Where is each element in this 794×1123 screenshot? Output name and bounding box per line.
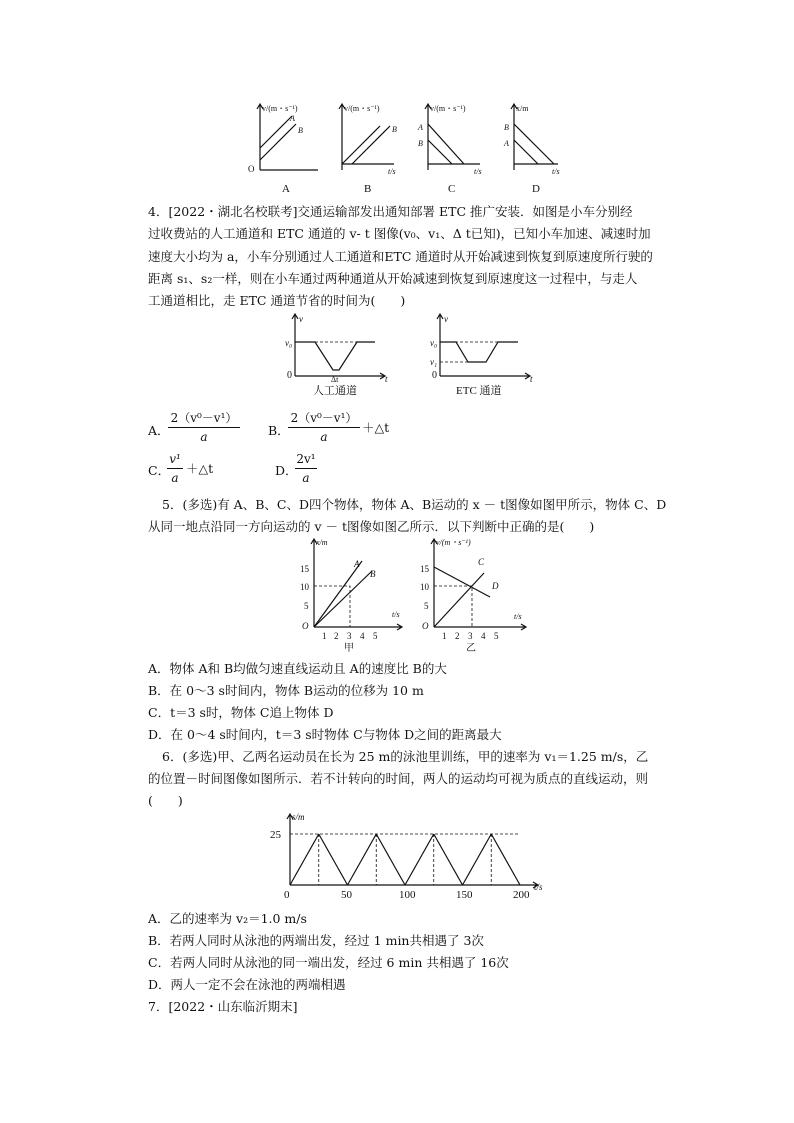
svg-text:4: 4 [481, 631, 486, 641]
q6-x-tick-200: 200 [513, 889, 530, 901]
q4-option-b-tail: ＋△t [362, 420, 390, 435]
q7-text-line-1: 7．[2022・山东临沂期末] [148, 999, 298, 1014]
svg-text:B: B [298, 126, 303, 135]
q4-option-d-den: a [302, 471, 310, 485]
q6-series-segment [463, 834, 492, 885]
svg-text:v₀: v₀ [430, 338, 438, 348]
q6-option-a[interactable]: A．乙的速率为 v₂＝1.0 m/s [148, 911, 307, 926]
svg-text:15: 15 [420, 564, 429, 574]
svg-text:3: 3 [347, 631, 352, 641]
svg-text:1: 1 [442, 631, 447, 641]
svg-text:B: B [418, 139, 423, 148]
svg-text:t: t [530, 374, 533, 384]
q4-option-b-num: 2（v⁰－v¹） [290, 411, 358, 425]
svg-text:D: D [532, 183, 540, 195]
svg-text:A: A [290, 114, 295, 123]
svg-text:v/(m・s⁻¹): v/(m・s⁻¹) [436, 538, 471, 547]
q3-graph-a [246, 100, 326, 195]
svg-text:甲: 甲 [344, 643, 354, 654]
q4-text-line-5: 工通道相比，走 ETC 通道节省的时间为( ) [148, 293, 406, 308]
svg-text:5: 5 [373, 631, 378, 641]
svg-text:5: 5 [304, 601, 309, 611]
q4-text-line-2: 过收费站的人工通道和 ETC 通道的 v- t 图像(v₀、v₁、Δ t已知)，已知小车加速、减速时加 [148, 226, 651, 241]
svg-text:1: 1 [322, 631, 327, 641]
svg-text:B: B [392, 125, 397, 134]
svg-text:3: 3 [468, 631, 473, 641]
svg-text:t/s: t/s [474, 167, 482, 176]
svg-text:15: 15 [300, 564, 309, 574]
svg-text:D: D [492, 581, 499, 591]
q4-text-line-1: 4．[2022・湖北名校联考]交通运输部发出通知部署 ETC 推广安装．如图是小车分别经 [148, 204, 633, 219]
q4-graph-manual-lane [285, 312, 395, 402]
q4-option-a-num: 2（v⁰－v¹） [170, 411, 238, 425]
q5-option-d[interactable]: D．在 0～4 s时间内，t＝3 s时物体 C与物体 D之间的距离最大 [148, 727, 502, 742]
svg-text:A: A [282, 183, 290, 195]
svg-text:t: t [385, 374, 388, 384]
svg-text:B: B [364, 183, 372, 195]
q4-text-line-4: 距离 s₁、s₂一样，则在小车通过两种通道从开始减速到恢复到原速度这一过程中，与走人 [148, 271, 638, 286]
svg-text:2: 2 [334, 631, 339, 641]
q5-option-c[interactable]: C．t＝3 s时，物体 C追上物体 D [148, 705, 334, 720]
svg-text:t/s: t/s [514, 612, 522, 621]
svg-text:5: 5 [424, 601, 429, 611]
q4-option-c-num: v¹ [169, 452, 181, 466]
q4-option-a-label[interactable]: A． [148, 423, 170, 438]
svg-text:4: 4 [360, 631, 365, 641]
q6-series-segment [319, 834, 348, 885]
q6-series-segment [491, 834, 520, 885]
svg-text:v₁: v₁ [430, 357, 438, 367]
q5-option-a[interactable]: A．物体 A和 B均做匀速直线运动且 A的速度比 B的大 [148, 661, 447, 676]
q4-option-d-num: 2v¹ [296, 452, 316, 466]
q6-position-time-chart [268, 810, 558, 900]
svg-text:x/m: x/m [516, 104, 529, 113]
q4-graph-etc-lane [430, 312, 540, 402]
svg-text:5: 5 [494, 631, 499, 641]
q5-graph-yi [420, 535, 540, 655]
svg-text:B: B [370, 569, 376, 579]
svg-text:v/(m・s⁻¹): v/(m・s⁻¹) [430, 104, 466, 113]
q6-x-tick-50: 50 [341, 889, 352, 901]
q3-graph-c [414, 100, 494, 195]
q4-option-d-bar [295, 468, 317, 469]
svg-text:ETC 通道: ETC 通道 [456, 385, 502, 397]
q6-text-line-2: 的位置－时间图像如图所示．若不计转向的时间，两人的运动均可视为质点的直线运动，则 [148, 771, 649, 786]
svg-text:C: C [478, 557, 485, 567]
svg-text:t/s: t/s [552, 167, 560, 176]
q4-option-a-bar [168, 427, 240, 428]
svg-text:t/s: t/s [388, 167, 396, 176]
q6-series-segment [405, 834, 434, 885]
q4-option-b-bar [288, 427, 360, 428]
q6-series-segment [434, 834, 463, 885]
q6-text-line-1: 6．(多选)甲、乙两名运动员在长为 25 m的泳池里训练，甲的速率为 v₁＝1.25 m/s，乙 [162, 749, 649, 764]
svg-text:0: 0 [287, 370, 292, 381]
svg-text:v: v [444, 314, 448, 324]
q5-text-line-1: 5．(多选)有 A、B、C、D四个物体，物体 A、B运动的 x － t图像如图甲所示，物体 C、D [162, 497, 667, 512]
q6-x-tick-100: 100 [399, 889, 416, 901]
svg-text:B: B [504, 123, 509, 132]
svg-text:C: C [448, 183, 456, 195]
q3-graph-b [328, 100, 408, 195]
q3-graph-d [500, 100, 580, 195]
q4-text-line-3: 速度大小均为 a，小车分别通过人工通道和ETC 通道时从开始减速到恢复到原速度所行驶的 [148, 249, 653, 264]
q6-x-axis-label: t/s [534, 882, 543, 892]
q4-option-d-label[interactable]: D． [275, 463, 298, 478]
svg-text:O: O [302, 621, 309, 631]
q6-option-b[interactable]: B．若两人同时从泳池的两端出发，经过 1 min共相遇了 3次 [148, 933, 484, 948]
svg-text:v/(m・s⁻¹): v/(m・s⁻¹) [344, 104, 380, 113]
q4-option-b-label[interactable]: B． [268, 423, 290, 438]
q6-y-axis [287, 814, 293, 885]
q5-text-line-2: 从同一地点沿同一方向运动的 v － t图像如图乙所示．以下判断中正确的是( ) [148, 519, 595, 534]
svg-text:v₀: v₀ [285, 338, 293, 348]
svg-text:人工通道: 人工通道 [313, 385, 357, 397]
svg-text:A: A [504, 139, 509, 148]
q6-option-d[interactable]: D．两人一定不会在泳池的两端相遇 [148, 977, 346, 992]
svg-text:t/s: t/s [392, 610, 400, 619]
q4-option-b-den: a [320, 430, 328, 444]
q6-y-axis-label: s/m [292, 812, 305, 822]
q6-option-c[interactable]: C．若两人同时从泳池的同一端出发，经过 6 min 共相遇了 16次 [148, 955, 509, 970]
q5-option-b[interactable]: B．在 0～3 s时间内，物体 B运动的位移为 10 m [148, 683, 424, 698]
q4-option-c-bar [167, 468, 183, 469]
q6-origin: 0 [284, 889, 290, 901]
svg-text:O: O [248, 164, 255, 174]
svg-text:v: v [299, 314, 303, 324]
svg-text:O: O [422, 621, 429, 631]
svg-text:10: 10 [420, 582, 429, 592]
q4-option-a-den: a [200, 430, 208, 444]
q6-series-segment [290, 834, 319, 885]
q6-x-tick-150: 150 [456, 889, 473, 901]
svg-text:Δt: Δt [331, 375, 339, 384]
svg-text:乙: 乙 [466, 643, 476, 654]
svg-text:2: 2 [455, 631, 460, 641]
svg-text:0: 0 [432, 370, 437, 381]
q6-x-axis [290, 882, 538, 888]
svg-text:A: A [354, 559, 360, 569]
q4-option-c-tail: ＋△t [186, 461, 214, 476]
svg-text:10: 10 [300, 582, 309, 592]
q6-text-line-3: ( ) [148, 793, 183, 808]
svg-text:A: A [418, 123, 423, 132]
svg-text:v/(m・s⁻¹): v/(m・s⁻¹) [262, 104, 298, 113]
q5-graph-jia [300, 535, 410, 655]
svg-text:x/m: x/m [316, 538, 328, 547]
q6-series-segment [376, 834, 405, 885]
q6-series-segment [348, 834, 377, 885]
q4-option-c-label[interactable]: C． [148, 463, 171, 478]
q6-y-tick-25: 25 [270, 829, 281, 841]
q4-option-c-den: a [171, 471, 179, 485]
